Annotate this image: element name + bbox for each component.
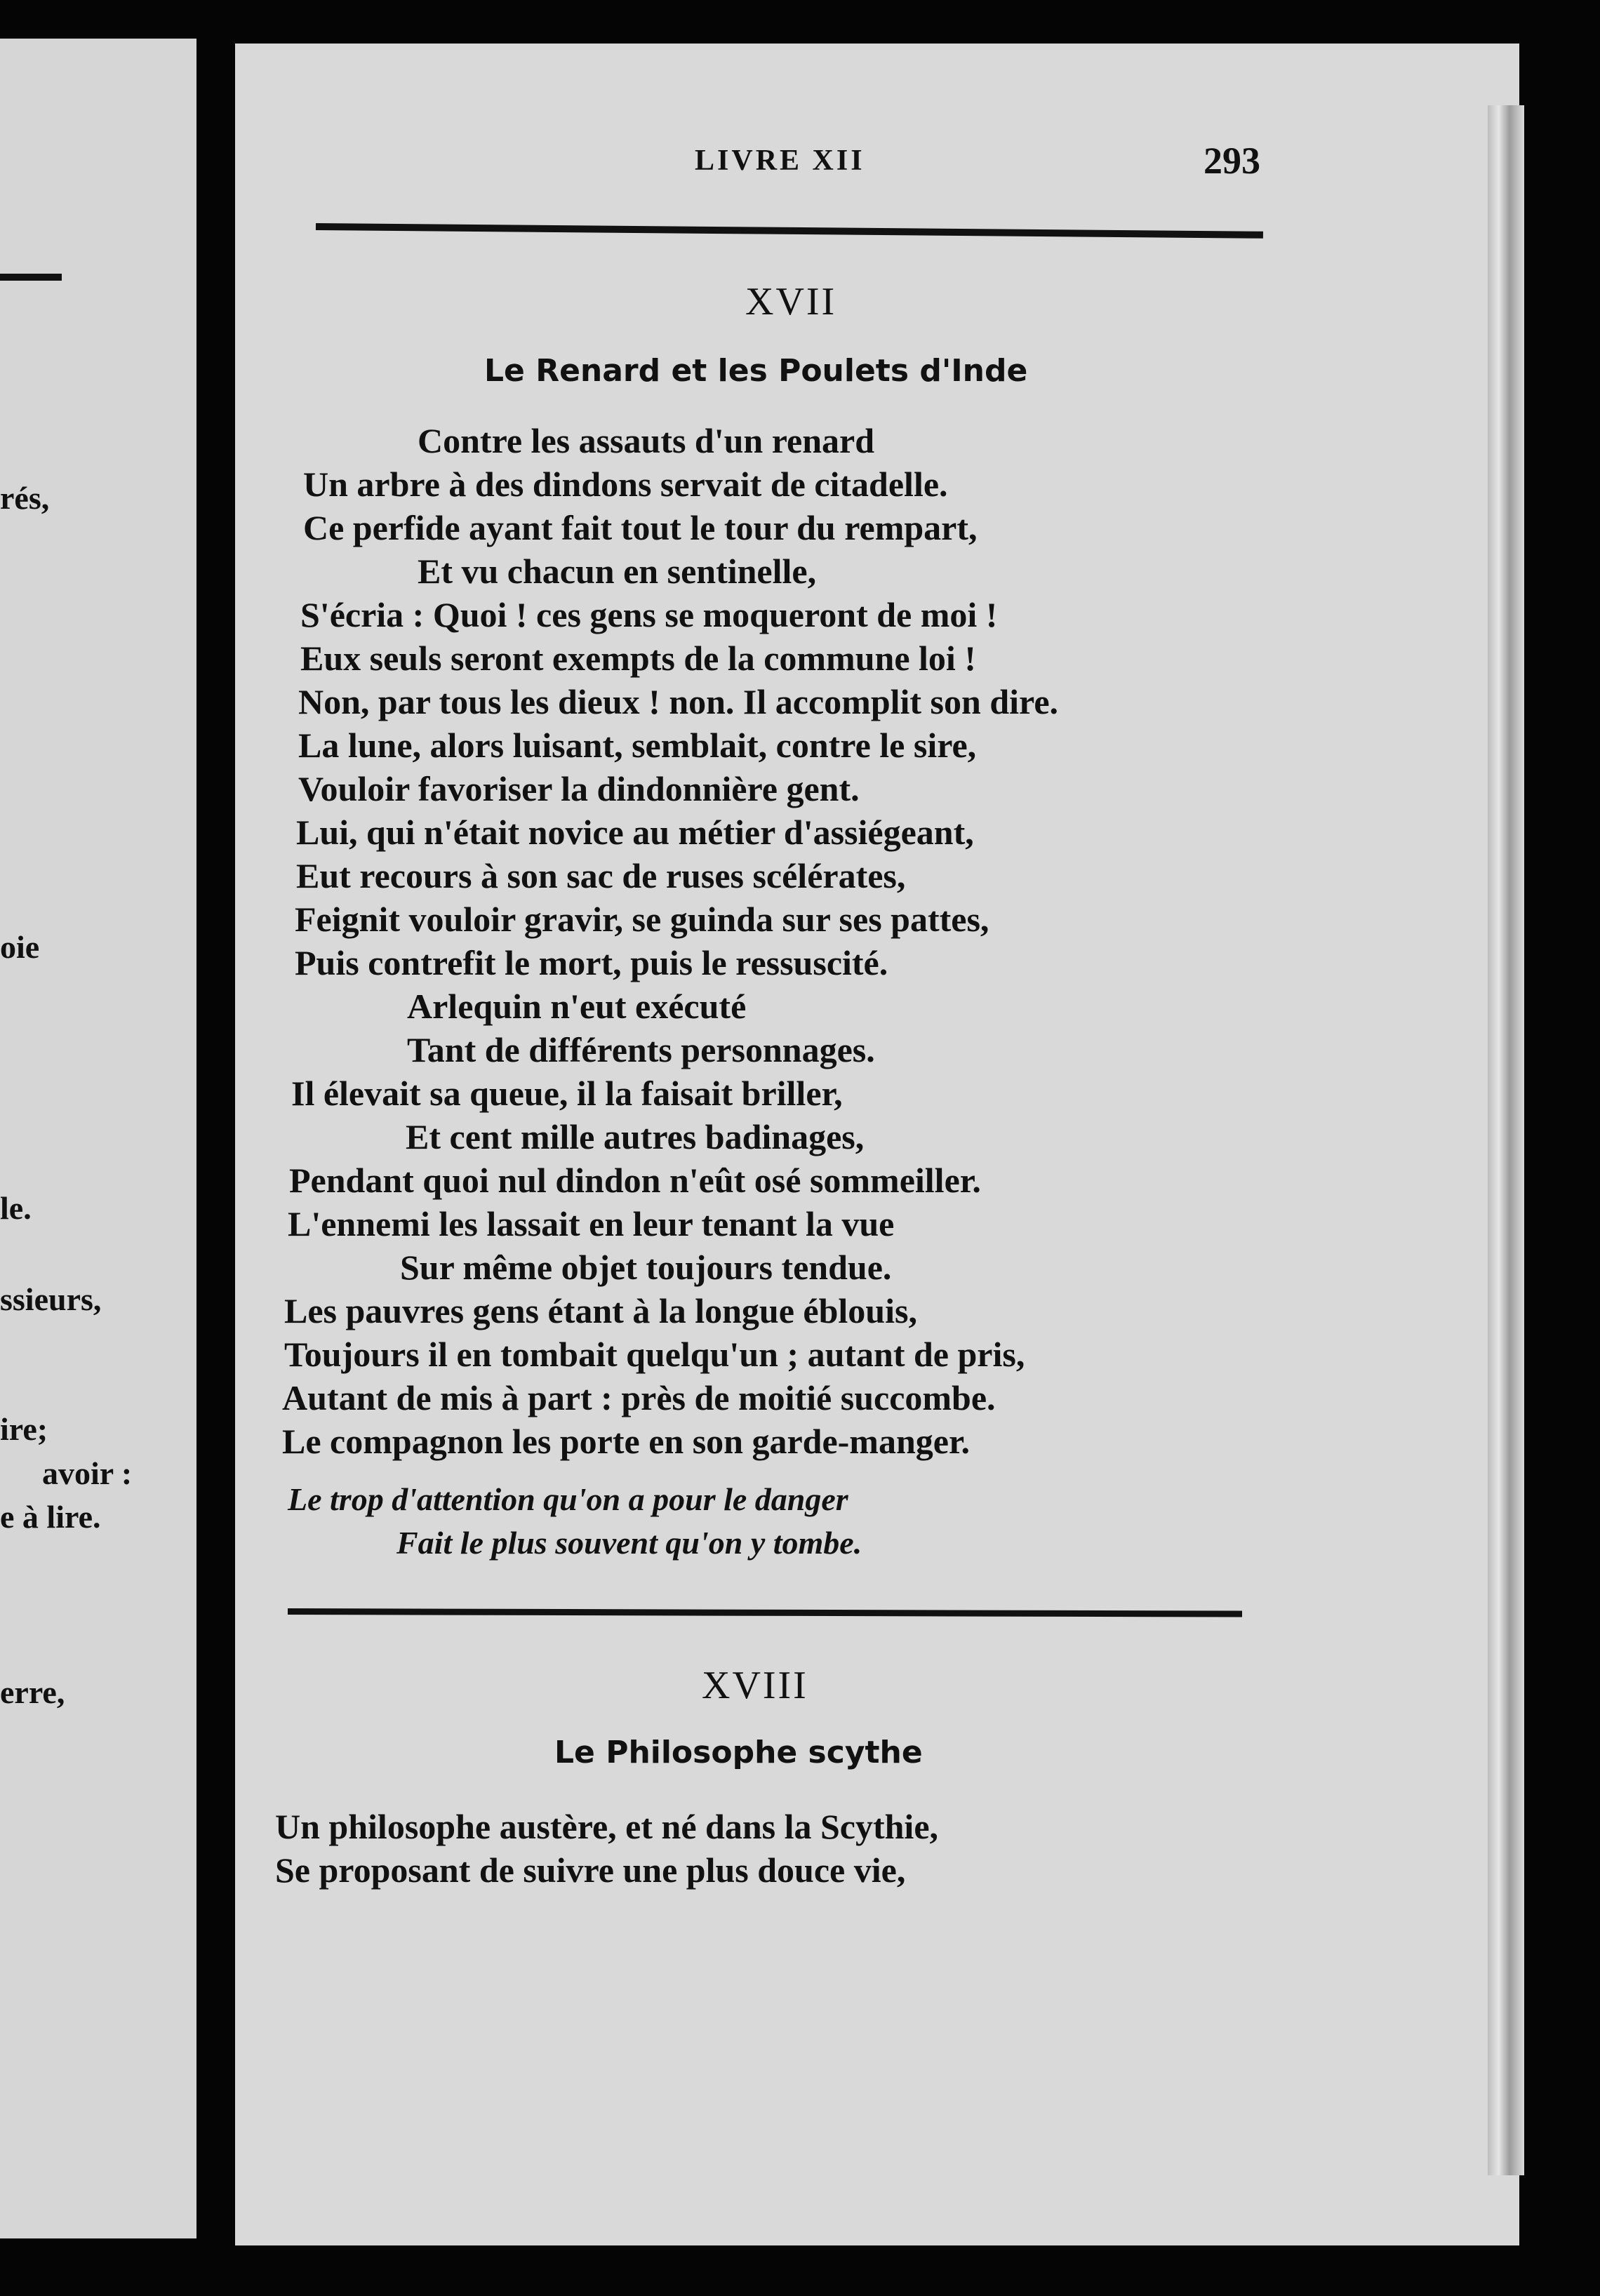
verse-line: L'ennemi les lassait en leur tenant la vue (288, 1204, 895, 1243)
book-gutter (196, 0, 235, 2296)
verse-line: Pendant quoi nul dindon n'eût osé sommeiller. (289, 1161, 981, 1200)
verse-line: Vouloir favoriser la dindonnière gent. (298, 769, 860, 808)
previous-page-fragment: le. (0, 1190, 32, 1226)
verse-line: Et cent mille autres badinages, (406, 1117, 865, 1156)
verse-line: La lune, alors luisant, semblait, contre le sire, (298, 726, 977, 765)
previous-page-fragment: oie (0, 929, 40, 965)
verse-line: Contre les assauts d'un renard (418, 421, 875, 460)
previous-page-fragment: rés, (0, 480, 50, 516)
previous-page-rule (0, 274, 62, 281)
verse-line: Ce perfide ayant fait tout le tour du rempart, (303, 508, 978, 547)
page-number: 293 (1204, 140, 1260, 182)
verse-line: Feignit vouloir gravir, se guinda sur ses pattes, (295, 900, 989, 939)
previous-page-fragment: ssieurs, (0, 1281, 102, 1317)
verse-line: Les pauvres gens étant à la longue éblouis, (284, 1291, 917, 1330)
fable-number: XVII (745, 280, 837, 323)
previous-page-fragment: e à lire. (0, 1499, 101, 1535)
verse-line: Le compagnon les porte en son garde-manger. (282, 1422, 971, 1461)
moral-line: Le trop d'attention qu'on a pour le danger (288, 1481, 848, 1517)
page-edge (1488, 105, 1524, 2175)
verse-line: Sur même objet toujours tendue. (400, 1248, 892, 1287)
verse-line: Puis contrefit le mort, puis le ressuscité. (295, 943, 888, 982)
verse-line: Toujours il en tombait quelqu'un ; autant de pris, (284, 1335, 1025, 1374)
previous-page (0, 39, 196, 2238)
verse-line: Se proposant de suivre une plus douce vie, (275, 1850, 906, 1890)
verse-line: Non, par tous les dieux ! non. Il accomplit son dire. (298, 682, 1059, 721)
fable-title: Le Renard et les Poulets d'Inde (484, 353, 1028, 389)
verse-line: Eux seuls seront exempts de la commune loi ! (300, 639, 976, 678)
verse-line: Un philosophe austère, et né dans la Scythie, (275, 1807, 939, 1846)
verse-line: Un arbre à des dindons servait de citadelle. (303, 465, 948, 504)
verse-line: S'écria : Quoi ! ces gens se moqueront de moi ! (300, 595, 998, 634)
moral-line: Fait le plus souvent qu'on y tombe. (396, 1525, 862, 1561)
verse-line: Autant de mis à part : près de moitié succombe. (282, 1378, 996, 1417)
verse-line: Et vu chacun en sentinelle, (418, 552, 817, 591)
previous-page-fragment: avoir : (42, 1455, 133, 1491)
verse-line: Arlequin n'eut exécuté (407, 987, 747, 1026)
previous-page-fragment: erre, (0, 1674, 65, 1710)
fable-title: Le Philosophe scythe (554, 1735, 923, 1770)
verse-line: Tant de différents personnages. (407, 1030, 875, 1069)
fable-number: XVIII (702, 1664, 808, 1707)
running-header: LIVRE XII (695, 145, 865, 177)
verse-line: Eut recours à son sac de ruses scélérates, (296, 856, 906, 895)
verse-line: Il élevait sa queue, il la faisait briller, (291, 1074, 843, 1113)
previous-page-fragment: ire; (0, 1411, 48, 1447)
verse-line: Lui, qui n'était novice au métier d'assiégeant, (296, 813, 974, 852)
